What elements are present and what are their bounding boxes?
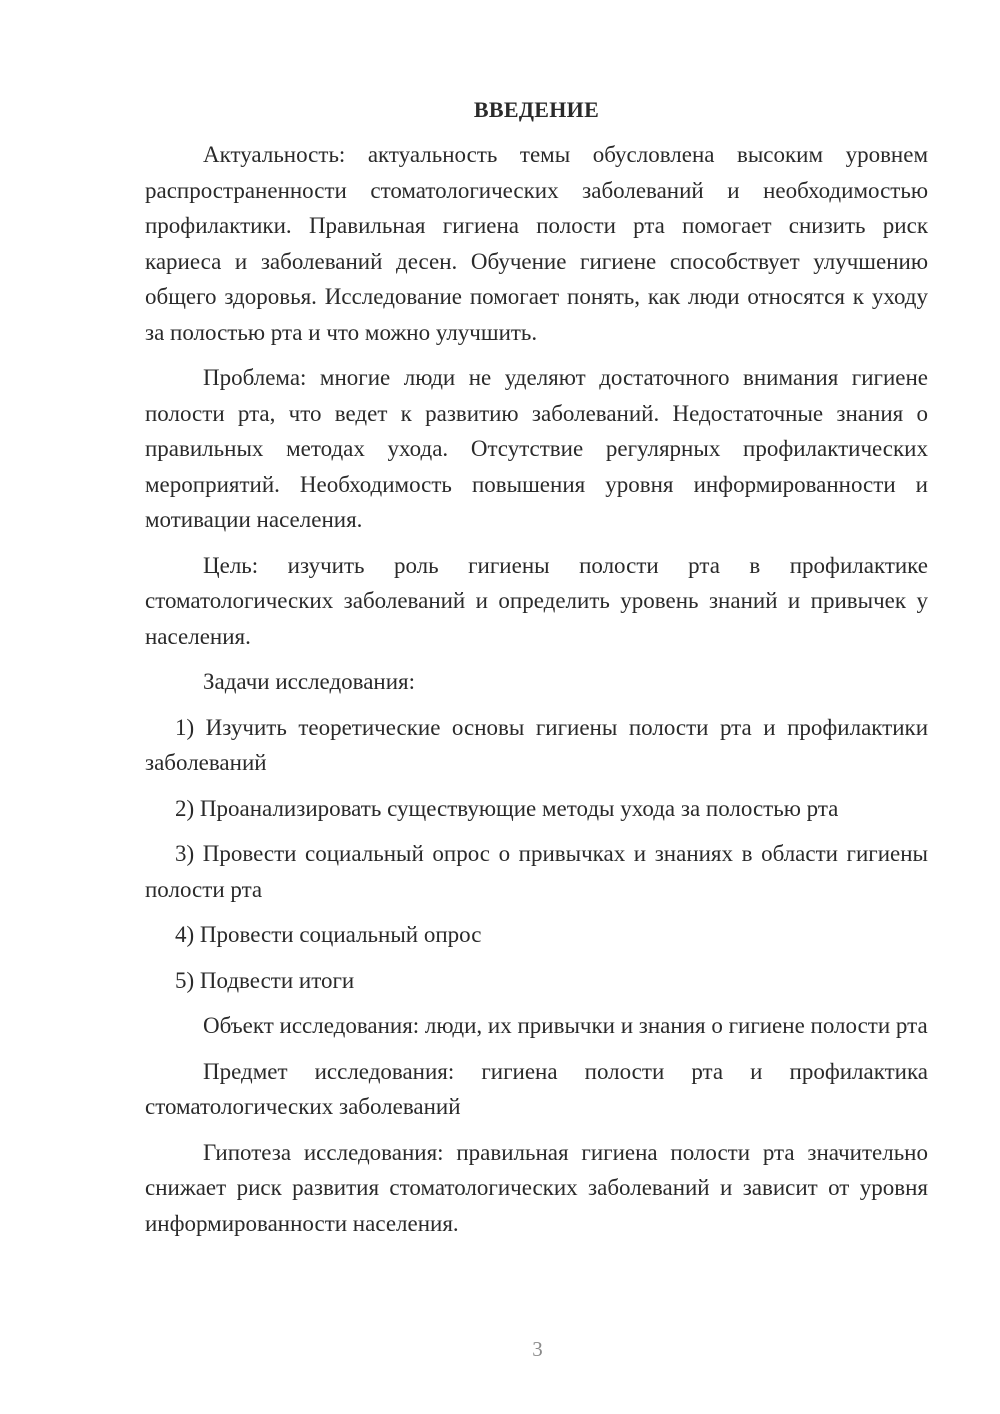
problem-paragraph: Проблема: многие люди не уделяют достаточного внимания гигиене полости рта, что ведет к развитию заболеваний. Недостаточные знания о правильных методах ухода. Отсутствие регулярных профилактических мероприятий. Необходимость повышения уровня информированности и мотивации населения. [145,365,928,532]
task-item-2: 2) Проанализировать существующие методы ухода за полостью рта [175,795,839,821]
goal-paragraph: Цель: изучить роль гигиены полости рта в профилактике стоматологических заболеваний и определить уровень знаний и привычек у населения. [145,552,928,649]
tasks-heading: Задачи исследования: [203,669,416,694]
page-content [145,92,928,1251]
task-item-5: 5) Подвести итоги [175,967,355,993]
task-item-4: 4) Провести социальный опрос [175,922,482,947]
page-title: ВВЕДЕНИЕ [473,97,600,122]
object-paragraph: Объект исследования: люди, их привычки и знания о гигиене полости рта [203,1013,928,1038]
subject-paragraph: Предмет исследования: гигиена полости рта и профилактика стоматологических заболеваний [145,1058,928,1119]
hypothesis-paragraph: Гипотеза исследования: правильная гигиена полости рта значительно снижает риск развития стоматологических заболеваний и зависит от уровня информированности населения. [145,1139,928,1236]
task-item-3: 3) Провести социальный опрос о привычках и знаниях в области гигиены полости рта [145,841,928,902]
task-item-1: 1) Изучить теоретические основы гигиены полости рта и профилактики заболеваний [145,714,928,775]
page-number: 3 [532,1337,543,1361]
relevance-paragraph: Актуальность: актуальность темы обусловлена высоким уровнем распространенности стоматологических заболеваний и необходимостью профилактики. Правильная гигиена полости рта помогает снизить риск кариеса и заболеваний десен. Обучение гигиене способствует улучшению общего здоровья. Исследование помогает понять, как люди относятся к уходу за полостью рта и что можно улучшить. [145,142,928,345]
